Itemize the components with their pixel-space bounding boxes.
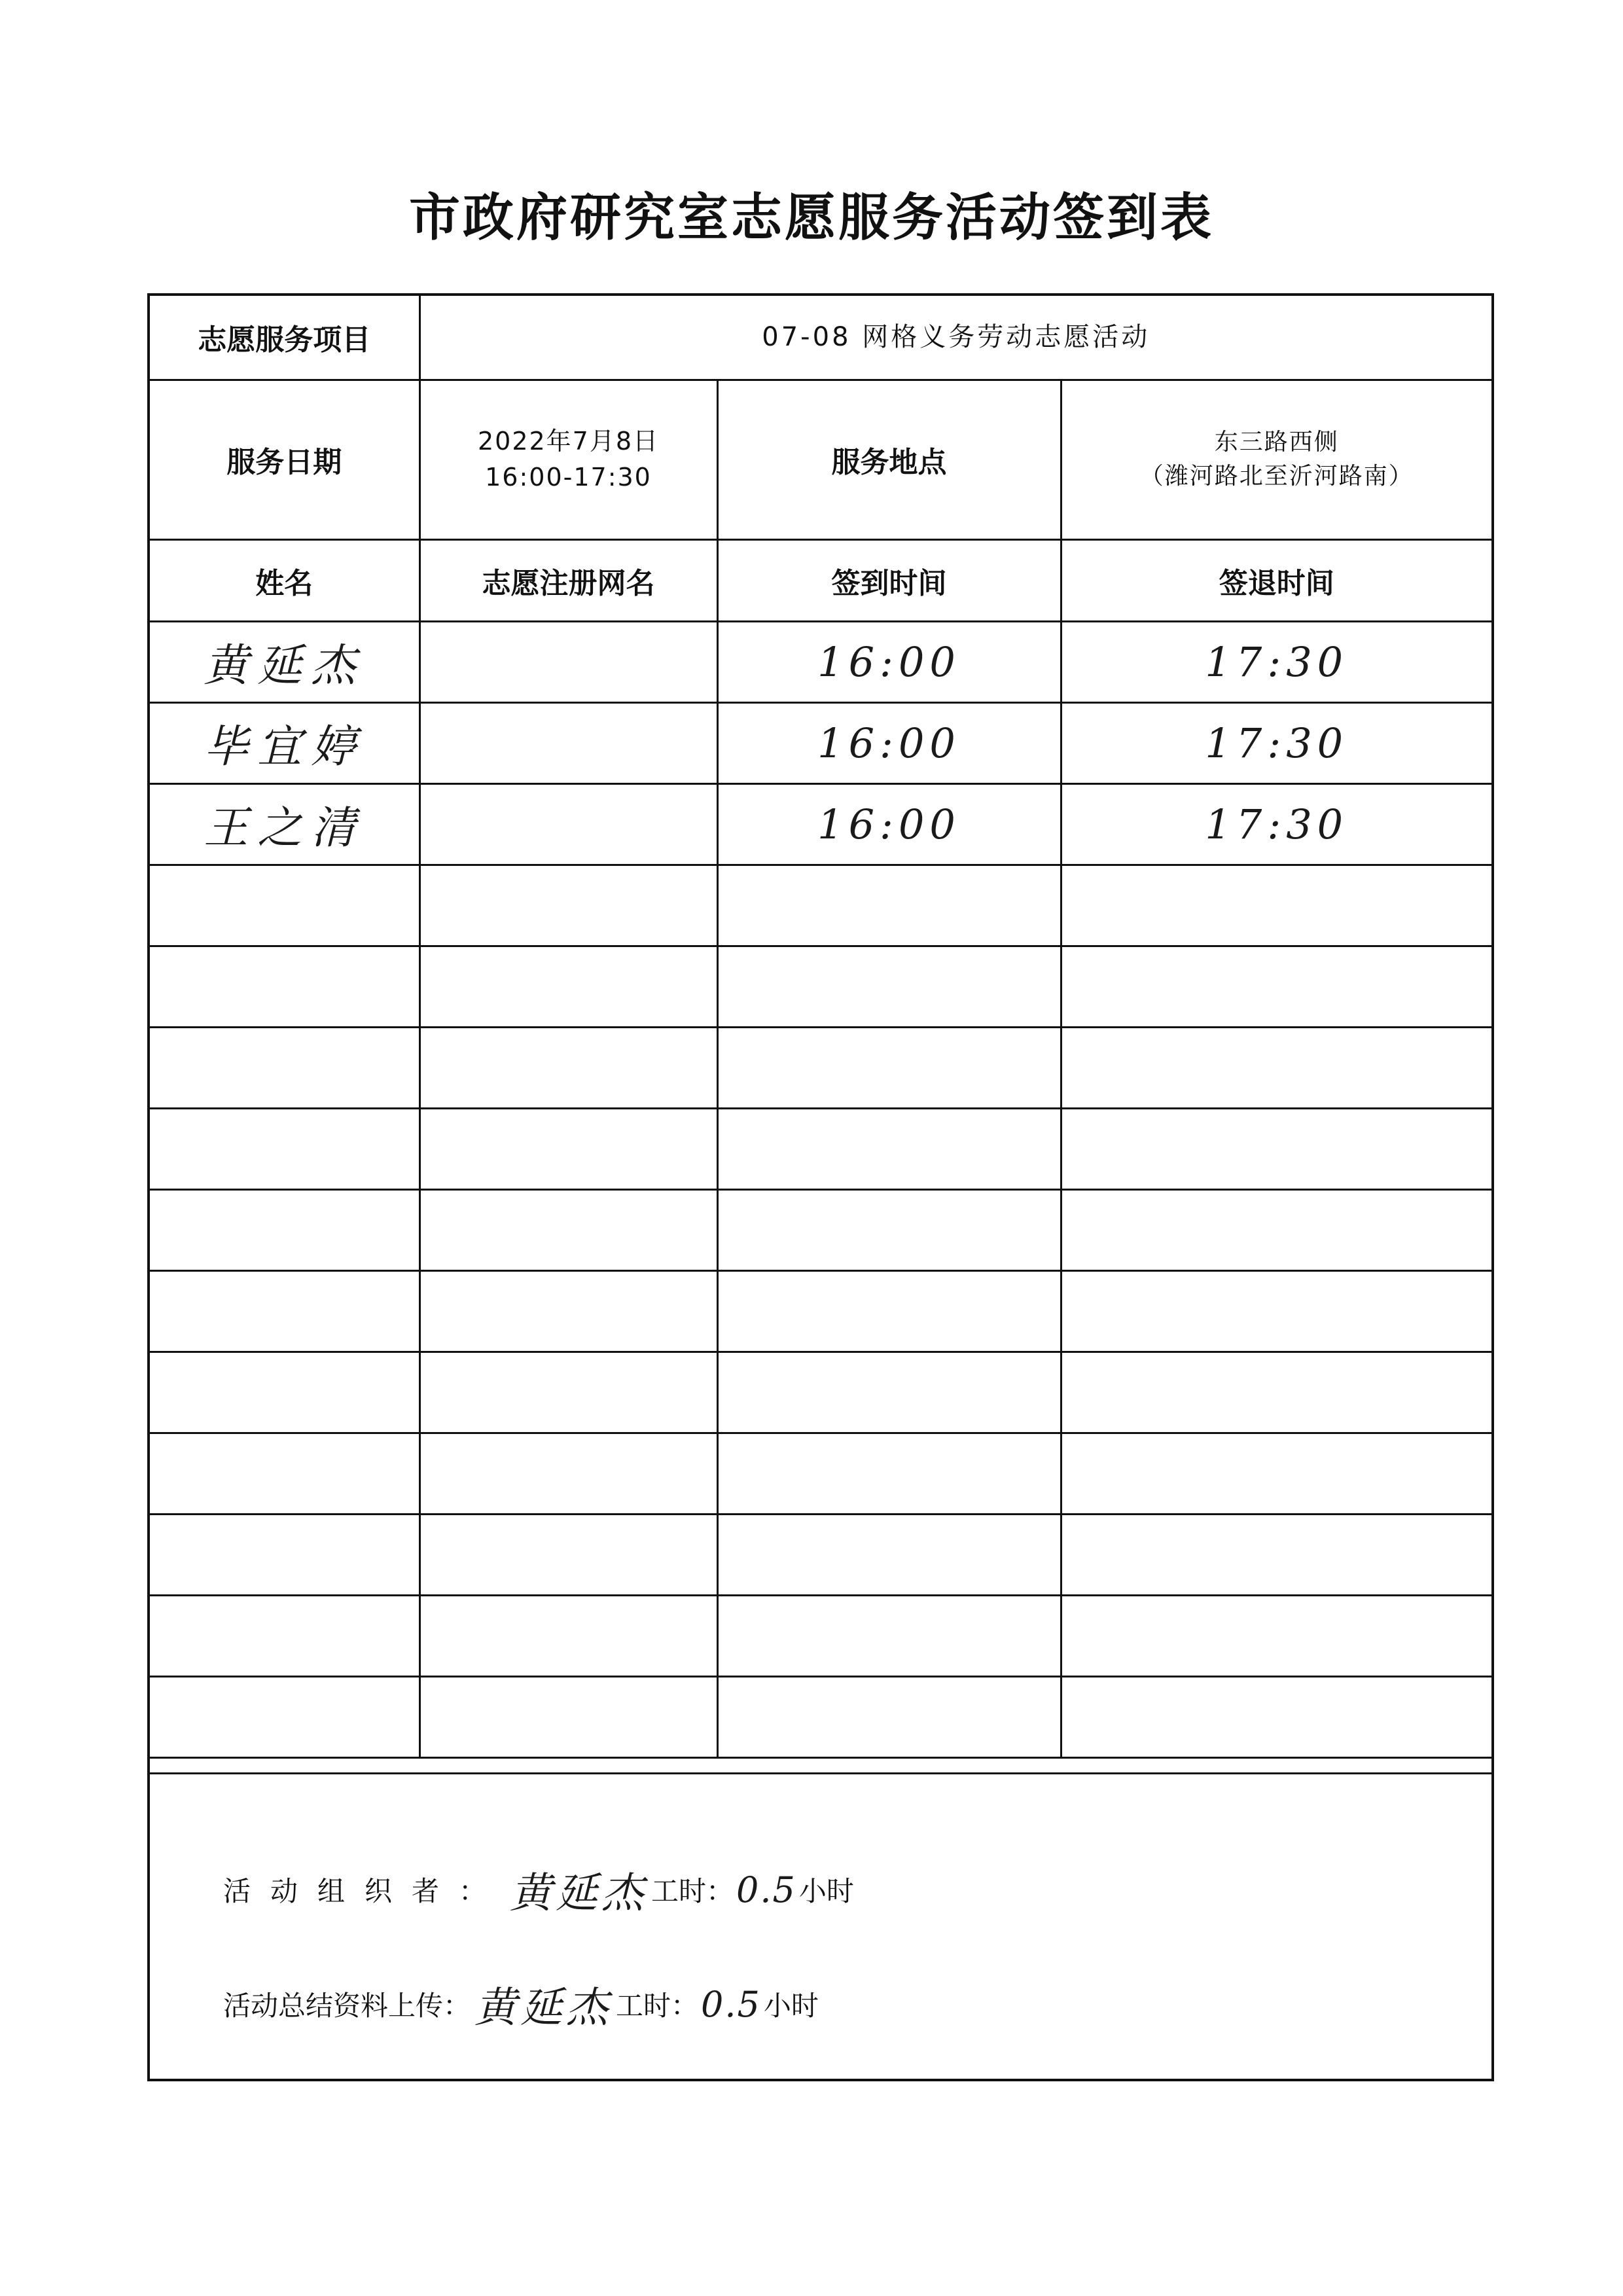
sign-in-sheet — [147, 293, 1494, 2081]
name-cell[interactable] — [150, 1108, 419, 1189]
service-location-cell — [1061, 380, 1491, 539]
sign-out-cell[interactable] — [1061, 865, 1491, 946]
name-cell[interactable] — [150, 1027, 419, 1108]
sign-in-cell[interactable] — [717, 1027, 1061, 1108]
organizer-label: 活动组织者： — [223, 1875, 507, 1907]
organizer-line — [223, 1859, 854, 1920]
sign-in-cell[interactable] — [717, 1595, 1061, 1676]
net-name-cell[interactable] — [419, 783, 717, 865]
table-row — [150, 1595, 1491, 1676]
net-name-cell[interactable] — [419, 865, 717, 946]
summary-hours-unit: 小时 — [763, 1990, 819, 2022]
service-location: 东三路西侧 — [1214, 428, 1339, 456]
name-cell[interactable] — [150, 1433, 419, 1514]
name-cell[interactable]: 毕宜婷 — [150, 702, 419, 783]
summary-line — [223, 1974, 819, 2034]
name-cell[interactable] — [150, 1270, 419, 1352]
column-header-sign-in: 签到时间 — [717, 539, 1061, 621]
sign-out-cell[interactable] — [1061, 1189, 1491, 1270]
net-name-cell[interactable] — [419, 1027, 717, 1108]
footer-section — [150, 1772, 1491, 2081]
name-cell[interactable]: 王之清 — [150, 783, 419, 865]
sign-in-cell[interactable] — [717, 1514, 1061, 1595]
net-name-cell[interactable] — [419, 621, 717, 702]
net-name-cell[interactable] — [419, 702, 717, 783]
net-name-cell[interactable] — [419, 1352, 717, 1433]
sign-in-cell[interactable] — [717, 1433, 1061, 1514]
table-row — [150, 621, 1491, 702]
sign-in-cell[interactable]: 16:00 — [717, 783, 1061, 865]
organizer-signature: 黄延杰 — [510, 1869, 648, 1918]
sign-out-cell[interactable] — [1061, 1514, 1491, 1595]
sign-out-cell[interactable] — [1061, 1433, 1491, 1514]
service-time: 16:00-17:30 — [485, 463, 652, 492]
sign-in-cell[interactable] — [717, 865, 1061, 946]
name-cell[interactable] — [150, 1189, 419, 1270]
sign-in-cell[interactable] — [717, 946, 1061, 1027]
summary-signature: 黄延杰 — [474, 1984, 613, 2032]
net-name-cell[interactable] — [419, 1595, 717, 1676]
sign-out-cell[interactable]: 17:30 — [1061, 621, 1491, 702]
net-name-cell[interactable] — [419, 1676, 717, 1757]
sign-in-cell[interactable]: 16:00 — [717, 621, 1061, 702]
sign-out-cell[interactable] — [1061, 1108, 1491, 1189]
name-cell[interactable]: 黄延杰 — [150, 621, 419, 702]
page-title: 市政府研究室志愿服务活动签到表 — [408, 188, 1214, 247]
sign-out-cell[interactable]: 17:30 — [1061, 783, 1491, 865]
net-name-cell[interactable] — [419, 1514, 717, 1595]
sign-in-cell[interactable]: 16:00 — [717, 702, 1061, 783]
table-row — [150, 1270, 1491, 1352]
service-info-row — [150, 380, 1491, 539]
table-row — [150, 865, 1491, 946]
sign-out-cell[interactable] — [1061, 1270, 1491, 1352]
name-cell[interactable] — [150, 865, 419, 946]
summary-hours-label: 工时： — [616, 1990, 699, 2022]
name-cell[interactable] — [150, 1676, 419, 1757]
name-cell[interactable] — [150, 1514, 419, 1595]
column-header-net-name: 志愿注册网名 — [419, 539, 717, 621]
organizer-hours-label: 工时： — [651, 1875, 734, 1907]
net-name-cell[interactable] — [419, 946, 717, 1027]
project-label: 志愿服务项目 — [150, 296, 419, 380]
table-row — [150, 1433, 1491, 1514]
summary-hours: 0.5 — [701, 1983, 761, 2025]
sign-in-cell[interactable] — [717, 1270, 1061, 1352]
service-location-label: 服务地点 — [717, 380, 1061, 539]
table-row — [150, 1676, 1491, 1757]
sign-out-cell[interactable] — [1061, 1352, 1491, 1433]
service-location-detail: （潍河路北至沂河路南） — [1139, 463, 1414, 490]
table-row — [150, 1514, 1491, 1595]
sign-out-cell[interactable] — [1061, 1595, 1491, 1676]
net-name-cell[interactable] — [419, 1189, 717, 1270]
net-name-cell[interactable] — [419, 1433, 717, 1514]
table-row — [150, 1108, 1491, 1189]
organizer-hours-unit: 小时 — [798, 1875, 854, 1907]
table-row — [150, 1189, 1491, 1270]
column-header-name: 姓名 — [150, 539, 419, 621]
sign-in-cell[interactable] — [717, 1676, 1061, 1757]
sign-in-cell[interactable] — [717, 1189, 1061, 1270]
table-row — [150, 1352, 1491, 1433]
name-cell[interactable] — [150, 946, 419, 1027]
project-row — [150, 296, 1491, 380]
net-name-cell[interactable] — [419, 1108, 717, 1189]
table-row — [150, 702, 1491, 783]
sign-out-cell[interactable] — [1061, 946, 1491, 1027]
sign-in-table — [150, 296, 1491, 1759]
service-date-cell — [419, 380, 717, 539]
project-value: 07-08 网格义务劳动志愿活动 — [419, 296, 1491, 380]
sign-in-cell[interactable] — [717, 1108, 1061, 1189]
column-header-row — [150, 539, 1491, 621]
service-date-label: 服务日期 — [150, 380, 419, 539]
column-header-sign-out: 签退时间 — [1061, 539, 1491, 621]
table-row — [150, 783, 1491, 865]
sign-out-cell[interactable]: 17:30 — [1061, 702, 1491, 783]
sign-out-cell[interactable] — [1061, 1027, 1491, 1108]
table-row — [150, 1027, 1491, 1108]
name-cell[interactable] — [150, 1352, 419, 1433]
table-row — [150, 946, 1491, 1027]
organizer-hours: 0.5 — [736, 1869, 796, 1910]
name-cell[interactable] — [150, 1595, 419, 1676]
service-date: 2022年7月8日 — [477, 426, 660, 456]
sign-in-cell[interactable] — [717, 1352, 1061, 1433]
summary-label: 活动总结资料上传： — [223, 1990, 471, 2022]
net-name-cell[interactable] — [419, 1270, 717, 1352]
sign-out-cell[interactable] — [1061, 1676, 1491, 1757]
